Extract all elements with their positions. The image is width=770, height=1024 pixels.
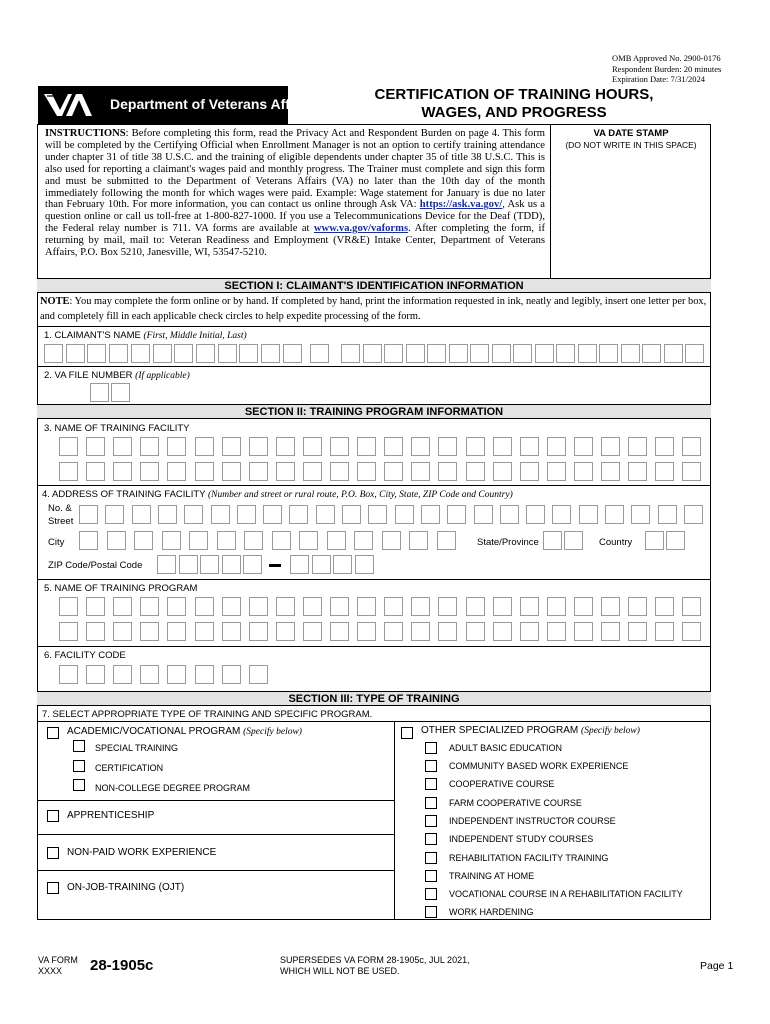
char-box[interactable] — [113, 462, 132, 481]
char-box[interactable] — [384, 437, 403, 456]
char-box[interactable] — [59, 437, 78, 456]
country-label: Country — [599, 537, 633, 548]
char-box[interactable] — [579, 505, 598, 524]
special-training-checkbox[interactable] — [73, 740, 85, 752]
city-label: City — [48, 537, 65, 548]
char-box[interactable] — [243, 555, 262, 574]
other-option-checkbox[interactable] — [425, 797, 437, 809]
char-box[interactable] — [601, 597, 620, 616]
non-college-degree-label: NON-COLLEGE DEGREE PROGRAM — [95, 783, 251, 793]
supersedes-line2: WHICH WILL NOT BE USED. — [280, 966, 400, 976]
char-box[interactable] — [411, 597, 430, 616]
char-box[interactable] — [44, 344, 63, 363]
char-box[interactable] — [406, 344, 425, 363]
stamp-title: VA DATE STAMP — [593, 128, 669, 139]
char-box[interactable] — [628, 622, 647, 641]
other-option-label: ADULT BASIC EDUCATION — [449, 743, 563, 753]
char-box[interactable] — [327, 531, 346, 550]
char-box[interactable] — [86, 622, 105, 641]
char-box[interactable] — [140, 597, 159, 616]
note-label: NOTE — [40, 296, 70, 307]
va-form-text: VA FORM — [38, 955, 78, 965]
char-box[interactable] — [526, 505, 545, 524]
char-box[interactable] — [179, 555, 198, 574]
char-box[interactable] — [196, 344, 215, 363]
char-box[interactable] — [411, 622, 430, 641]
char-box[interactable] — [574, 622, 593, 641]
academic-text: ACADEMIC/VOCATIONAL PROGRAM — [67, 726, 244, 737]
char-box[interactable] — [86, 597, 105, 616]
char-box[interactable] — [655, 437, 674, 456]
zip-label: ZIP Code/Postal Code — [48, 560, 143, 571]
address-hint: (Number and street or rural route, P.O. Box, City, State, ZIP Code and Country) — [207, 490, 513, 500]
char-box[interactable] — [90, 383, 109, 402]
char-box[interactable] — [684, 505, 703, 524]
char-box[interactable] — [289, 505, 308, 524]
char-box[interactable] — [682, 462, 701, 481]
char-box[interactable] — [411, 437, 430, 456]
other-option-checkbox[interactable] — [425, 778, 437, 790]
instructions-text-3: . After completing the form, if returning by mail, mail to: Veteran Readiness and Employment (VR&E) Intake Center, Department of Veterans Affairs, P.O. Box 5210, Janesville, WI, 53547-5210. — [45, 223, 545, 259]
char-box[interactable] — [303, 622, 322, 641]
va-form-label — [38, 955, 78, 977]
academic-checkbox[interactable] — [47, 727, 59, 739]
char-box[interactable] — [411, 462, 430, 481]
char-box[interactable] — [409, 531, 428, 550]
other-option-label: REHABILITATION FACILITY TRAINING — [449, 853, 609, 863]
char-box[interactable] — [599, 344, 618, 363]
omb-info — [612, 53, 721, 85]
char-box[interactable] — [272, 531, 291, 550]
char-box[interactable] — [276, 462, 295, 481]
char-box[interactable] — [222, 665, 241, 684]
facility-name-label: 3. NAME OF TRAINING FACILITY — [44, 423, 190, 434]
divider — [37, 721, 711, 722]
char-box[interactable] — [312, 555, 331, 574]
char-box[interactable] — [658, 505, 677, 524]
char-box[interactable] — [222, 597, 241, 616]
char-box[interactable] — [140, 462, 159, 481]
char-box[interactable] — [438, 622, 457, 641]
divider — [37, 485, 711, 486]
ask-va-link[interactable]: https://ask.va.gov/ — [419, 199, 503, 211]
char-box[interactable] — [276, 437, 295, 456]
char-box[interactable] — [303, 462, 322, 481]
other-option-checkbox[interactable] — [425, 870, 437, 882]
char-box[interactable] — [157, 555, 176, 574]
note-text: : You may complete the form online or by hand. If completed by hand, print the information requested in ink, neatly and legibly, insert one letter per box, and completely fill in each applicable check circles to help expedite processing of the form. — [40, 296, 707, 322]
char-box[interactable] — [333, 555, 352, 574]
section-1-header: SECTION I: CLAIMANT'S IDENTIFICATION INFORMATION — [37, 278, 711, 293]
char-box[interactable] — [520, 437, 539, 456]
char-box[interactable] — [357, 437, 376, 456]
char-box[interactable] — [211, 505, 230, 524]
char-box[interactable] — [249, 462, 268, 481]
other-option-label: WORK HARDENING — [449, 907, 534, 917]
char-box[interactable] — [493, 622, 512, 641]
va-logo — [38, 86, 315, 124]
nonpaid-work-label: NON-PAID WORK EXPERIENCE — [67, 847, 217, 858]
divider — [37, 579, 711, 580]
char-box[interactable] — [631, 505, 650, 524]
street-label-1: No. & — [48, 503, 72, 514]
char-box[interactable] — [153, 344, 172, 363]
char-box[interactable] — [466, 622, 485, 641]
char-box[interactable] — [552, 505, 571, 524]
char-box[interactable] — [384, 462, 403, 481]
state-label: State/Province — [477, 537, 539, 548]
char-box[interactable] — [59, 462, 78, 481]
char-box[interactable] — [341, 344, 360, 363]
other-program-checkbox[interactable] — [401, 727, 413, 739]
char-box[interactable] — [564, 531, 583, 550]
char-box[interactable] — [682, 597, 701, 616]
char-box[interactable] — [299, 531, 318, 550]
program-name-label: 5. NAME OF TRAINING PROGRAM — [44, 583, 198, 594]
char-box[interactable] — [330, 437, 349, 456]
form-title-line1: CERTIFICATION OF TRAINING HOURS, — [374, 86, 654, 103]
char-box[interactable] — [134, 531, 153, 550]
char-box[interactable] — [310, 344, 329, 363]
char-box[interactable] — [685, 344, 704, 363]
char-box[interactable] — [621, 344, 640, 363]
char-box[interactable] — [384, 344, 403, 363]
expiration-date: Expiration Date: 7/31/2024 — [612, 74, 706, 84]
char-box[interactable] — [395, 505, 414, 524]
char-box[interactable] — [79, 505, 98, 524]
char-box[interactable] — [59, 622, 78, 641]
char-box[interactable] — [330, 622, 349, 641]
char-box[interactable] — [222, 555, 241, 574]
claimant-name-hint: (First, Middle Initial, Last) — [143, 331, 247, 341]
street-label — [48, 502, 73, 528]
char-box[interactable] — [547, 437, 566, 456]
char-box[interactable] — [290, 555, 309, 574]
char-box[interactable] — [132, 505, 151, 524]
divider — [37, 366, 711, 367]
char-box[interactable] — [357, 597, 376, 616]
academic-specify: (Specify below) — [243, 727, 302, 737]
char-box[interactable] — [162, 531, 181, 550]
char-box[interactable] — [167, 462, 186, 481]
char-box[interactable] — [140, 665, 159, 684]
certification-checkbox[interactable] — [73, 760, 85, 772]
instructions-label: INSTRUCTIONS — [45, 128, 126, 139]
char-box[interactable] — [447, 505, 466, 524]
char-box[interactable] — [113, 622, 132, 641]
char-box[interactable] — [578, 344, 597, 363]
street-label-2: Street — [48, 516, 74, 527]
char-box[interactable] — [330, 597, 349, 616]
divider — [37, 800, 394, 801]
nonpaid-work-checkbox[interactable] — [47, 847, 59, 859]
char-box[interactable] — [628, 597, 647, 616]
char-box[interactable] — [113, 665, 132, 684]
other-option-label: COOPERATIVE COURSE — [449, 779, 555, 789]
instructions-text-2: , Ask us a question online or call us toll-free at 1-800-827-1000. If you use a Telecommunications Device for the Deaf (TDD), the Federal relay number is 711. VA forms are available at — [45, 199, 545, 235]
zip-dash — [269, 564, 281, 567]
char-box[interactable] — [167, 437, 186, 456]
char-box[interactable] — [474, 505, 493, 524]
char-box[interactable] — [249, 665, 268, 684]
char-box[interactable] — [500, 505, 519, 524]
char-box[interactable] — [438, 437, 457, 456]
va-file-text: 2. VA FILE NUMBER — [44, 370, 136, 381]
facility-address-label — [42, 489, 513, 500]
char-box[interactable] — [195, 437, 214, 456]
char-box[interactable] — [105, 505, 124, 524]
va-emblem-icon — [42, 92, 104, 118]
supersedes-line1: SUPERSEDES VA FORM 28-1905c, JUL 2021, — [280, 955, 470, 965]
char-box[interactable] — [195, 622, 214, 641]
char-box[interactable] — [107, 531, 126, 550]
char-box[interactable] — [222, 437, 241, 456]
page-number: Page 1 — [700, 960, 734, 972]
facility-code-label: 6. FACILITY CODE — [44, 650, 126, 661]
char-box[interactable] — [200, 555, 219, 574]
char-box[interactable] — [218, 344, 237, 363]
char-box[interactable] — [628, 462, 647, 481]
va-forms-link[interactable]: www.va.gov/vaforms — [313, 223, 409, 235]
char-box[interactable] — [59, 665, 78, 684]
select-training-label: 7. SELECT APPROPRIATE TYPE OF TRAINING AND SPECIFIC PROGRAM. — [42, 709, 373, 720]
char-box[interactable] — [86, 437, 105, 456]
char-box[interactable] — [316, 505, 335, 524]
char-box[interactable] — [174, 344, 193, 363]
char-box[interactable] — [655, 597, 674, 616]
instructions — [45, 128, 545, 259]
char-box[interactable] — [438, 462, 457, 481]
claimant-name-text: 1. CLAIMANT'S NAME — [44, 330, 144, 341]
char-box[interactable] — [283, 344, 302, 363]
non-college-degree-checkbox[interactable] — [73, 779, 85, 791]
char-box[interactable] — [655, 462, 674, 481]
char-box[interactable] — [189, 531, 208, 550]
char-box[interactable] — [239, 344, 258, 363]
char-box[interactable] — [184, 505, 203, 524]
char-box[interactable] — [244, 531, 263, 550]
agency-name: Department of Veterans Affairs — [110, 96, 315, 112]
char-box[interactable] — [466, 597, 485, 616]
char-box[interactable] — [303, 437, 322, 456]
char-box[interactable] — [87, 344, 106, 363]
char-box[interactable] — [111, 383, 130, 402]
other-option-label: INDEPENDENT INSTRUCTOR COURSE — [449, 816, 616, 826]
char-box[interactable] — [195, 462, 214, 481]
char-box[interactable] — [421, 505, 440, 524]
other-option-label: VOCATIONAL COURSE IN A REHABILITATION FACILITY — [449, 889, 683, 899]
char-box[interactable] — [493, 437, 512, 456]
char-box[interactable] — [276, 597, 295, 616]
char-box[interactable] — [642, 344, 661, 363]
char-box[interactable] — [628, 437, 647, 456]
char-box[interactable] — [131, 344, 150, 363]
char-box[interactable] — [384, 597, 403, 616]
char-box[interactable] — [427, 344, 446, 363]
char-box[interactable] — [195, 597, 214, 616]
char-box[interactable] — [574, 597, 593, 616]
char-box[interactable] — [682, 437, 701, 456]
char-box[interactable] — [535, 344, 554, 363]
other-option-checkbox[interactable] — [425, 833, 437, 845]
form-number: 28-1905c — [90, 957, 154, 974]
char-box[interactable] — [249, 597, 268, 616]
char-box[interactable] — [601, 462, 620, 481]
char-box[interactable] — [574, 437, 593, 456]
char-box[interactable] — [368, 505, 387, 524]
other-option-label: FARM COOPERATIVE COURSE — [449, 798, 582, 808]
char-box[interactable] — [263, 505, 282, 524]
claimant-name-label — [44, 330, 247, 341]
char-box[interactable] — [601, 622, 620, 641]
divider — [37, 870, 394, 871]
va-form-xxxx: XXXX — [38, 966, 63, 976]
form-title — [318, 86, 710, 122]
char-box[interactable] — [140, 437, 159, 456]
char-box[interactable] — [330, 462, 349, 481]
supersedes-note — [280, 955, 470, 977]
char-box[interactable] — [355, 555, 374, 574]
va-file-hint: (If applicable) — [135, 371, 190, 381]
instructions-text-1: : Before completing this form, read the Privacy Act and Respondent Burden on page 4. This form will be completed by the Certifying Official when Enrollment Manager is not an option to certify training attendance under chapter 31 of title 38 U.S.C. and the training of eligible dependents under chapter 35 of title 38 U.S.C. This is also used for reporting a claimant's wages paid and monthly progress. The Trainer must complete and sign this form and must be submitted to the Department of Veterans Affairs (VA) no later than the 10th day of the month immediately following the month for which wages were paid. Example: Wage statement for January is due no later than February 10th. For more information, you can contact us online through Ask VA: — [45, 128, 545, 211]
char-box[interactable] — [249, 622, 268, 641]
char-box[interactable] — [303, 597, 322, 616]
char-box[interactable] — [556, 344, 575, 363]
char-box[interactable] — [261, 344, 280, 363]
char-box[interactable] — [363, 344, 382, 363]
respondent-burden: Respondent Burden: 20 minutes — [612, 63, 722, 74]
other-option-checkbox[interactable] — [425, 852, 437, 864]
char-box[interactable] — [276, 622, 295, 641]
char-box[interactable] — [86, 665, 105, 684]
char-box[interactable] — [249, 437, 268, 456]
char-box[interactable] — [466, 462, 485, 481]
other-option-checkbox[interactable] — [425, 815, 437, 827]
char-box[interactable] — [382, 531, 401, 550]
char-box[interactable] — [342, 505, 361, 524]
char-box[interactable] — [357, 462, 376, 481]
char-box[interactable] — [384, 622, 403, 641]
divider — [37, 646, 711, 647]
char-box[interactable] — [140, 622, 159, 641]
divider — [37, 834, 394, 835]
char-box[interactable] — [79, 531, 98, 550]
char-box[interactable] — [470, 344, 489, 363]
char-box[interactable] — [605, 505, 624, 524]
char-box[interactable] — [222, 462, 241, 481]
training-divider — [394, 721, 395, 920]
char-box[interactable] — [167, 622, 186, 641]
academic-label — [67, 726, 302, 737]
form-title-line2: WAGES, AND PROGRESS — [421, 104, 607, 121]
other-program-label — [421, 725, 640, 736]
other-program-text: OTHER SPECIALIZED PROGRAM — [421, 725, 582, 736]
address-text: 4. ADDRESS OF TRAINING FACILITY — [42, 489, 208, 500]
char-box[interactable] — [167, 665, 186, 684]
char-box[interactable] — [547, 597, 566, 616]
char-box[interactable] — [167, 597, 186, 616]
char-box[interactable] — [547, 462, 566, 481]
section-3-header: SECTION III: TYPE OF TRAINING — [37, 691, 711, 706]
char-box[interactable] — [601, 437, 620, 456]
other-option-label: INDEPENDENT STUDY COURSES — [449, 834, 594, 844]
char-box[interactable] — [437, 531, 456, 550]
char-box[interactable] — [547, 622, 566, 641]
char-box[interactable] — [222, 622, 241, 641]
other-option-checkbox[interactable] — [425, 906, 437, 918]
char-box[interactable] — [520, 597, 539, 616]
char-box[interactable] — [354, 531, 373, 550]
special-training-label: SPECIAL TRAINING — [95, 743, 179, 753]
char-box[interactable] — [574, 462, 593, 481]
char-box[interactable] — [493, 597, 512, 616]
char-box[interactable] — [113, 437, 132, 456]
char-box[interactable] — [664, 344, 683, 363]
divider — [37, 326, 711, 327]
section-1-note — [40, 295, 710, 324]
other-option-checkbox[interactable] — [425, 760, 437, 772]
other-program-specify: (Specify below) — [581, 726, 640, 736]
section-2-header: SECTION II: TRAINING PROGRAM INFORMATION — [37, 404, 711, 419]
ojt-checkbox[interactable] — [47, 882, 59, 894]
char-box[interactable] — [113, 597, 132, 616]
char-box[interactable] — [666, 531, 685, 550]
other-option-checkbox[interactable] — [425, 742, 437, 754]
char-box[interactable] — [66, 344, 85, 363]
char-box[interactable] — [682, 622, 701, 641]
char-box[interactable] — [520, 462, 539, 481]
other-option-checkbox[interactable] — [425, 888, 437, 900]
other-option-label: COMMUNITY BASED WORK EXPERIENCE — [449, 761, 629, 771]
char-box[interactable] — [520, 622, 539, 641]
char-box[interactable] — [493, 462, 512, 481]
char-box[interactable] — [86, 462, 105, 481]
char-box[interactable] — [655, 622, 674, 641]
char-box[interactable] — [357, 622, 376, 641]
char-box[interactable] — [237, 505, 256, 524]
apprenticeship-checkbox[interactable] — [47, 810, 59, 822]
char-box[interactable] — [543, 531, 562, 550]
va-file-label — [44, 370, 190, 381]
certification-label: CERTIFICATION — [95, 763, 164, 773]
apprenticeship-label: APPRENTICESHIP — [67, 810, 155, 821]
char-box[interactable] — [645, 531, 664, 550]
char-box[interactable] — [492, 344, 511, 363]
char-box[interactable] — [217, 531, 236, 550]
char-box[interactable] — [466, 437, 485, 456]
omb-number: OMB Approved No. 2900-0176 — [612, 53, 721, 63]
char-box[interactable] — [449, 344, 468, 363]
ojt-label: ON-JOB-TRAINING (OJT) — [67, 882, 185, 893]
char-box[interactable] — [109, 344, 128, 363]
char-box[interactable] — [513, 344, 532, 363]
other-option-label: TRAINING AT HOME — [449, 871, 535, 881]
stamp-subtitle: (DO NOT WRITE IN THIS SPACE) — [565, 140, 697, 150]
char-box[interactable] — [438, 597, 457, 616]
char-box[interactable] — [195, 665, 214, 684]
char-box[interactable] — [158, 505, 177, 524]
char-box[interactable] — [59, 597, 78, 616]
